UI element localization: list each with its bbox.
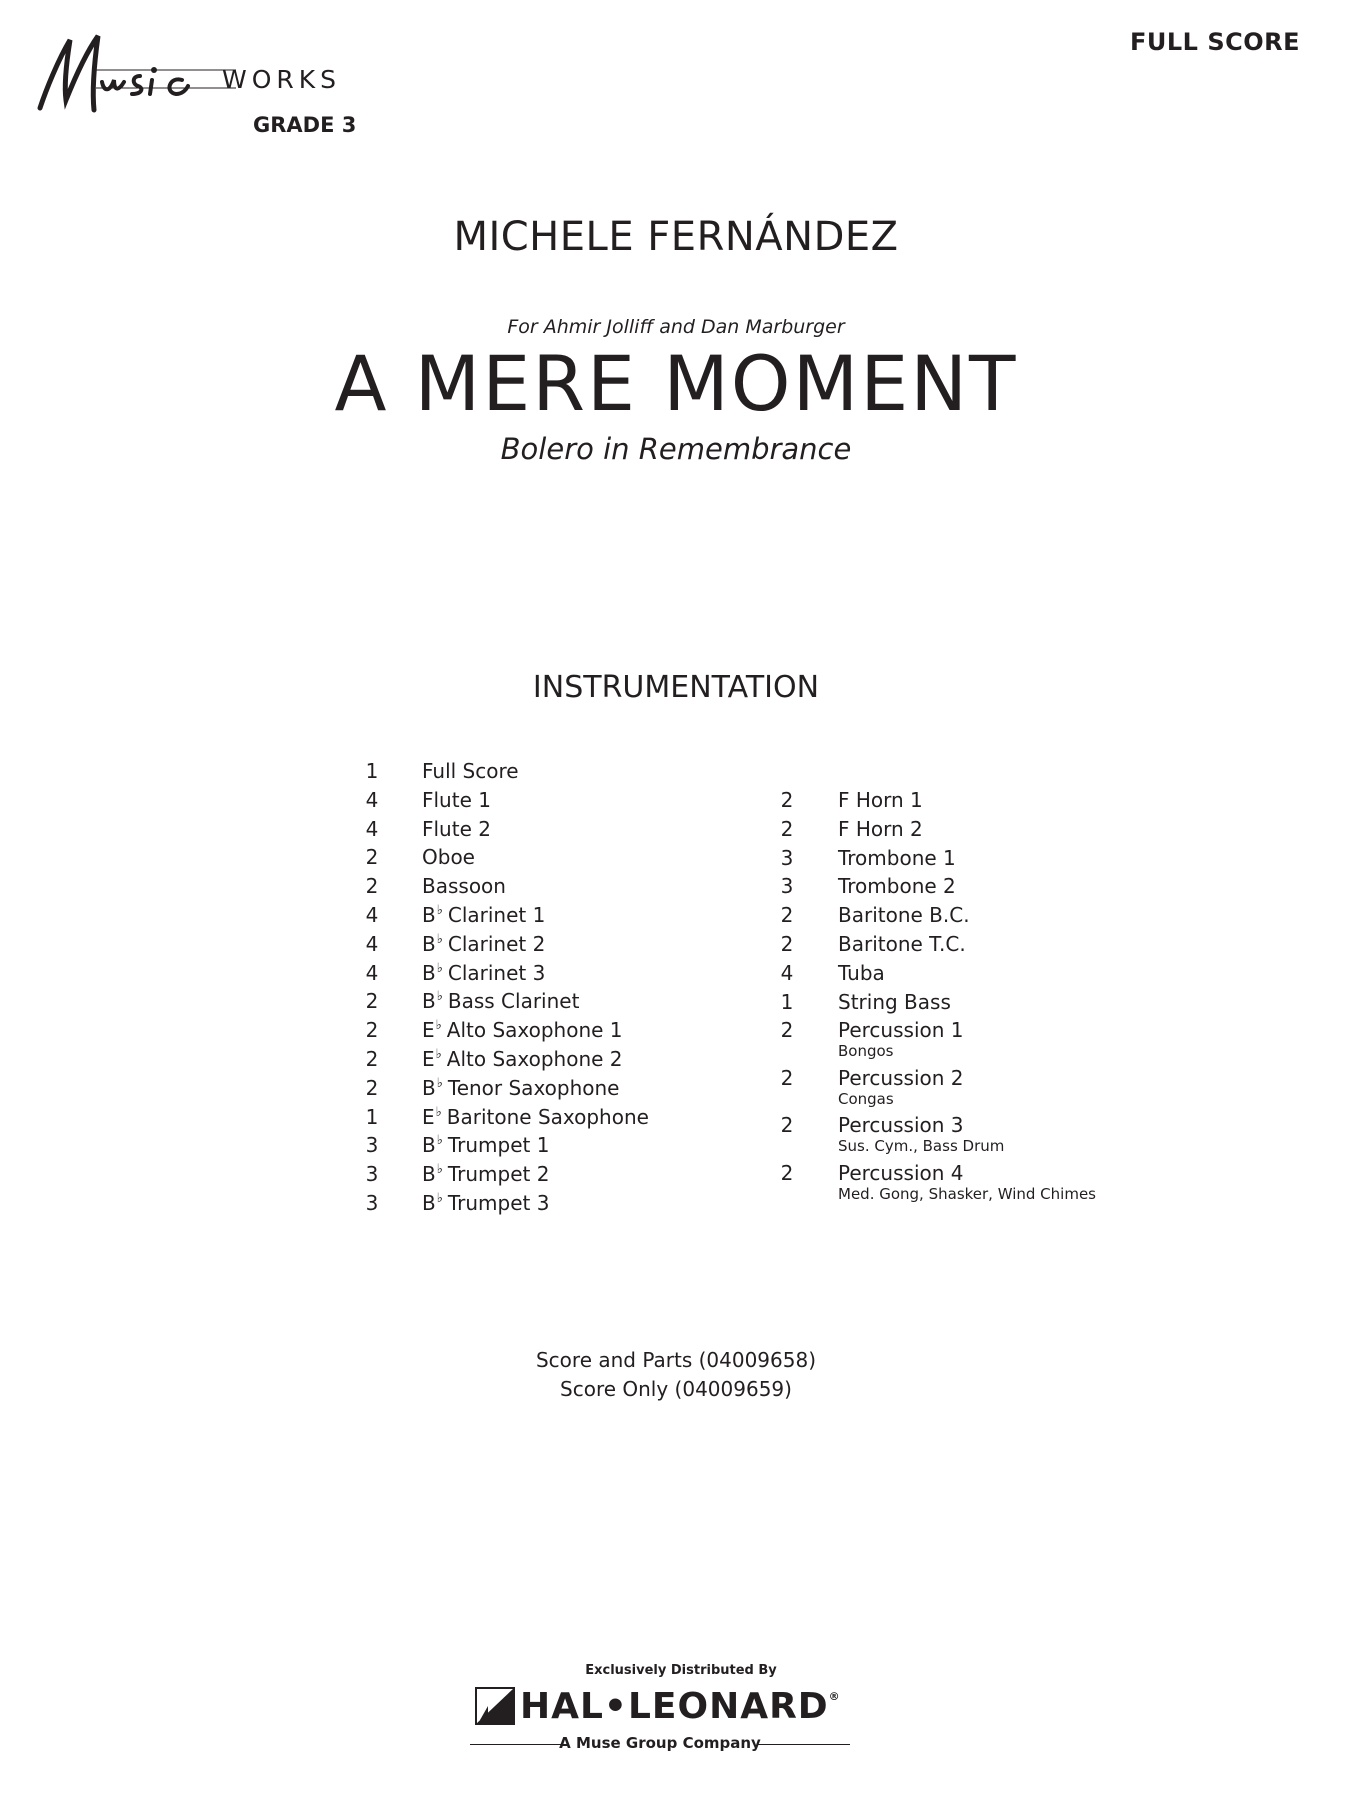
instrument-label: Trumpet 3 (447, 1191, 550, 1215)
instrument-name (422, 1105, 649, 1133)
instrument-key: E (422, 1018, 435, 1043)
instrument-qty: 3 (365, 1162, 379, 1187)
instrument-qty: 2 (780, 932, 794, 956)
instrument-name (422, 932, 545, 960)
instrument-name (422, 1191, 549, 1219)
flat-symbol: ♭ (435, 1104, 442, 1120)
flat-symbol: ♭ (436, 1162, 443, 1178)
instrument-label: Bassoon (422, 874, 506, 899)
instrument-name (422, 1076, 620, 1104)
instrument-qty: 2 (780, 1113, 794, 1138)
instrument-key: B (422, 1133, 436, 1158)
instrument-label: Bass Clarinet (447, 989, 580, 1014)
instrument-name (422, 1018, 623, 1046)
instrument-key: B (422, 931, 436, 956)
instrument-qty: 2 (365, 845, 379, 870)
instrument-name (422, 1162, 549, 1190)
instrument-name: Percussion 2 (838, 1065, 964, 1090)
registered-mark: ® (828, 1690, 841, 1703)
instrument-name: Percussion 1 (838, 1018, 964, 1043)
instrument-note: Sus. Cym., Bass Drum (838, 1137, 1005, 1156)
instrument-key: B (422, 1075, 436, 1100)
distributor-name-text: HAL•LEONARD (520, 1686, 829, 1727)
instrument-name (422, 1047, 623, 1075)
flat-symbol: ♭ (436, 903, 443, 918)
instrument-name (422, 817, 491, 841)
instrument-key: B (422, 1191, 436, 1215)
instrument-note: Bongos (838, 1042, 894, 1061)
instrument-name: F Horn 2 (838, 816, 923, 841)
instrument-qty: 4 (780, 960, 794, 985)
instrument-label: Flute 1 (422, 787, 491, 812)
instrument-label: Trumpet 1 (447, 1133, 550, 1158)
flat-symbol: ♭ (435, 1047, 442, 1062)
subtitle: Bolero in Remembrance (500, 432, 852, 466)
instrument-qty: 3 (365, 1191, 379, 1215)
instrument-name: F Horn 1 (838, 788, 923, 812)
instrument-label: Alto Saxophone 1 (446, 1018, 623, 1043)
score-only-item: Score Only (04009659) (560, 1377, 792, 1401)
instrument-qty: 1 (780, 989, 794, 1014)
instrument-name: Baritone B.C. (838, 903, 970, 928)
grade-label: GRADE 3 (253, 113, 357, 137)
instrument-key: B (422, 903, 436, 927)
instrument-name (422, 759, 519, 783)
instrument-qty: 2 (780, 816, 794, 841)
instrument-qty: 2 (365, 1047, 379, 1071)
instrument-key: B (422, 989, 436, 1014)
instrument-qty: 4 (365, 816, 379, 841)
flat-symbol: ♭ (435, 1018, 442, 1034)
instrument-qty: 4 (365, 931, 379, 956)
instrument-label: Flute 2 (422, 816, 491, 841)
instrument-name: Trombone 2 (838, 874, 956, 899)
instrument-name (422, 1133, 549, 1161)
instrument-qty: 2 (780, 903, 794, 928)
instrument-key: B (422, 960, 436, 985)
instrument-qty: 3 (365, 1133, 379, 1158)
flat-symbol: ♭ (436, 1191, 443, 1206)
instrument-label: Full Score (422, 759, 519, 783)
instrument-key: E (422, 1047, 435, 1071)
logo-works-text: WORKS (222, 65, 342, 94)
instrument-qty: 2 (780, 1160, 794, 1185)
distributor-tagline-row (470, 1734, 850, 1754)
distributor-name (520, 1686, 841, 1727)
instrument-label: Clarinet 2 (447, 931, 546, 956)
instrument-name: String Bass (838, 989, 951, 1014)
instrument-name (422, 845, 475, 869)
music-script-logo (36, 30, 236, 130)
instrument-qty: 1 (365, 759, 379, 783)
instrument-label: Oboe (422, 845, 475, 870)
instrument-qty: 4 (365, 960, 379, 985)
instrument-qty: 2 (365, 989, 379, 1014)
instrument-name (422, 788, 491, 812)
instrument-label: Baritone Saxophone (446, 1104, 649, 1129)
instrument-qty: 2 (365, 874, 379, 899)
instrument-qty: 3 (780, 845, 794, 870)
instrument-name (422, 903, 545, 931)
distributor-label: Exclusively Distributed By (585, 1663, 777, 1678)
instrument-qty: 2 (365, 1018, 379, 1043)
hal-leonard-logo (474, 1684, 874, 1730)
instrument-name: Baritone T.C. (838, 932, 966, 956)
instrument-key: E (422, 1104, 435, 1129)
instrument-qty: 4 (365, 787, 379, 812)
instrument-qty: 4 (365, 903, 379, 927)
flat-symbol: ♭ (436, 960, 443, 976)
instrument-label: Trumpet 2 (447, 1162, 550, 1187)
instrumentation-heading: INSTRUMENTATION (532, 670, 820, 705)
instrument-label: Alto Saxophone 2 (446, 1047, 623, 1071)
page-title: A MERE MOMENT (334, 339, 1018, 428)
instrument-label: Clarinet 1 (447, 903, 546, 927)
instrument-qty: 1 (365, 1104, 379, 1129)
instrument-name: Trombone 1 (838, 845, 956, 870)
instrument-note: Med. Gong, Shasker, Wind Chimes (838, 1184, 1096, 1203)
flat-symbol: ♭ (436, 931, 443, 947)
flat-symbol: ♭ (436, 1133, 443, 1149)
instrument-qty: 2 (780, 1065, 794, 1090)
instrument-note: Congas (838, 1089, 894, 1108)
hal-leonard-emblem-icon (474, 1686, 518, 1726)
flat-symbol: ♭ (436, 989, 443, 1005)
instrument-name (422, 961, 545, 989)
score-and-parts-item: Score and Parts (04009658) (535, 1348, 817, 1372)
composer-name: MICHELE FERNÁNDEZ (453, 214, 899, 260)
score-type-label: FULL SCORE (1130, 28, 1300, 56)
instrument-name (422, 874, 506, 898)
instrument-name: Percussion 4 (838, 1160, 964, 1185)
instrument-qty: 2 (780, 1018, 794, 1043)
instrument-label: Clarinet 3 (447, 960, 546, 985)
instrument-qty: 3 (780, 874, 794, 899)
musicworks-logo (36, 30, 376, 140)
instrument-key: B (422, 1162, 436, 1187)
dedication: For Ahmir Jolliff and Dan Marburger (507, 316, 845, 338)
instrument-qty: 2 (780, 788, 794, 812)
instrument-label: Tenor Saxophone (447, 1075, 620, 1100)
instrument-name: Tuba (838, 960, 885, 985)
instrument-name (422, 989, 579, 1017)
instrument-name: Percussion 3 (838, 1113, 964, 1138)
distributor-tagline: A Muse Group Company (559, 1734, 761, 1752)
instrument-qty: 2 (365, 1075, 379, 1100)
flat-symbol: ♭ (436, 1075, 443, 1091)
